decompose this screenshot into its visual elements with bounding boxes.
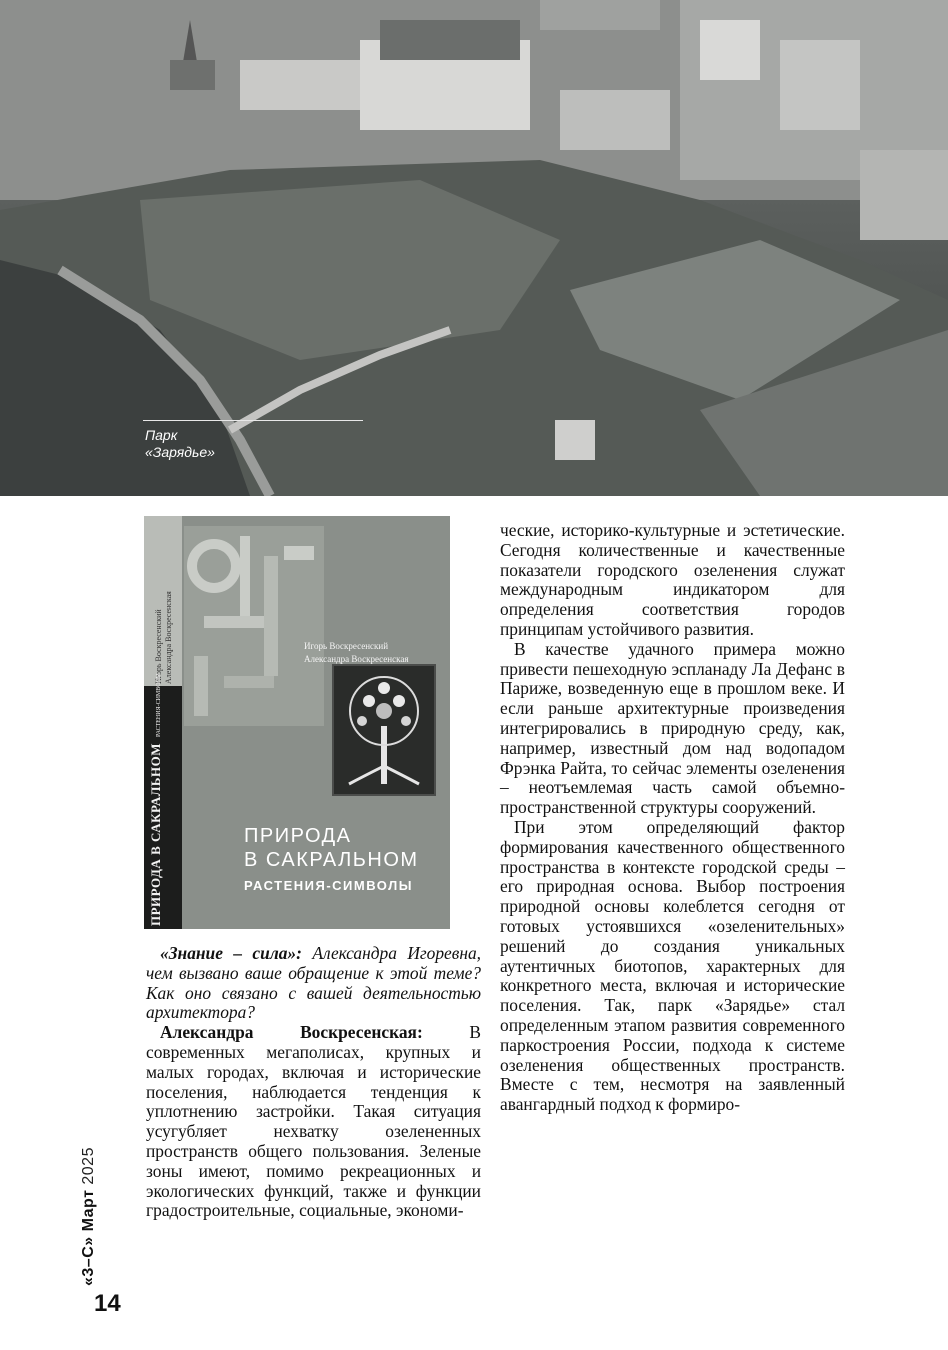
decorative-letters-graphic — [184, 526, 324, 726]
magazine-name: «3–С» — [80, 1236, 97, 1286]
book-cover — [144, 516, 450, 929]
photo-caption — [145, 427, 215, 461]
spine-title-text: ПРИРОДА В САКРАЛЬНОМ — [148, 743, 163, 926]
paragraph-3: При этом определяющий фактор формирования качественного общественного пространства в контексте городской среды – его природная основа. Выбор построения природной основы колеблется сегодня от готовых устоявшихся «озеленительных» решений до создания уникальных аутентичных биотопов, характерных для конкретного места, включая и исторические поселения. Так, парк «Зарядье» стал определенным этапом развития современного паркостроения России, подхода к системе озеленения общественных пространств. Вместе с тем, несмотря на заявленный авангардный подход к формиро- — [500, 816, 845, 1115]
answer-text: В современных мегаполисах, крупных и малых городах, включая и исторические поселения, наблюдается тенденция к уплотнению застройки. Такая ситуация усугубляет нехватку озелененных пространств общего пользования. Зеленые зоны имеют, помимо рекреационных и экологических функций, также и функции градостроительные, социальные, экономи- — [146, 1022, 481, 1221]
spine-author-1: Игорь Воскресенский — [154, 609, 163, 684]
article-left-column — [146, 944, 481, 1221]
issue-month: Март — [80, 1189, 97, 1232]
issue-year: 2025 — [80, 1147, 97, 1185]
cover-tree-artwork — [332, 664, 436, 796]
spine-author-2: Александра Воскресенская — [164, 591, 173, 684]
interview-answer — [146, 1023, 481, 1221]
spine-title — [148, 673, 164, 926]
page-number: 14 — [94, 1290, 121, 1317]
cover-author-1: Игорь Воскресенский — [304, 641, 389, 651]
issue-info — [80, 1147, 98, 1286]
article-right-column — [500, 521, 845, 1115]
cover-authors — [304, 640, 408, 666]
cover-title — [244, 824, 419, 898]
caption-rule — [143, 420, 363, 421]
caption-line-1: Парк — [145, 427, 178, 443]
cover-author-2: Александра Воскресенская — [304, 654, 409, 664]
aerial-photo-illustration — [0, 0, 948, 496]
paragraph-1: ческие, историко-культурные и эстетические. Сегодня количественные и качественные показатели городского озеленения служат международным индикатором для определения соответствия городов принципам устойчивого развития. — [500, 520, 845, 639]
cover-subtitle: РАСТЕНИЯ-СИМВОЛЫ — [244, 878, 413, 893]
cover-title-line-1: ПРИРОДА — [244, 825, 352, 847]
spine-authors — [154, 524, 174, 684]
spine-subtitle: РАСТЕНИЯ-СИМВОЛЫ — [156, 673, 162, 737]
tree-of-life-icon — [334, 666, 434, 794]
caption-line-2: «Зарядье» — [145, 444, 215, 460]
question-text: Александра Игоревна, чем вызвано ваше обращение к этой теме? Как оно связано с вашей деятельностью архитектора? — [146, 943, 481, 1023]
interview-question — [146, 944, 481, 1023]
question-label: «Знание – сила»: — [160, 943, 302, 963]
cover-title-line-2: В САКРАЛЬНОМ — [244, 849, 419, 871]
paragraph-2: В качестве удачного примера можно привести пешеходную эспланаду Ла Дефанс в Париже, возведенную еще в прошлом веке. И если раньше архитектурные произведения интегрировались в природную среду, как, например, известный дом над водопадом Фрэнка Райта, то сейчас элементы озеленения – неотъемлемая часть самой объемно-пространственной структуры сооружений. — [500, 638, 845, 818]
aerial-photo-zaryadye-park — [0, 0, 948, 496]
answer-speaker: Александра Воскресенская: — [160, 1022, 423, 1043]
